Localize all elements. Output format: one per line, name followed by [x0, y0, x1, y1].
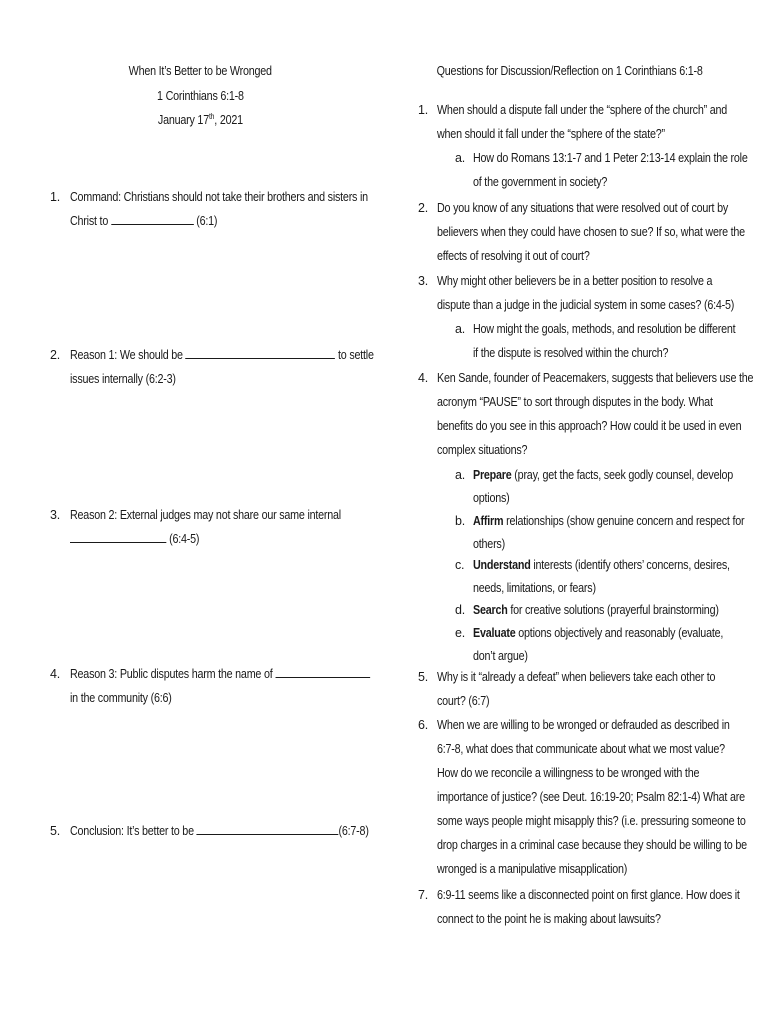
document-page: When It’s Better to be Wronged 1 Corinthians 6:1-8 January 17th, 2021 1. Command: Christians should not take their brothers and sisters in Christ to (6:1) 2. Reason 1: We should be to settle issues internally (6:2-3) 3. Reason 2: External judges may not share our same internal (6:4-5) 4. Reason 3: Public disputes harm the name of in the community (6:6) 5. Conclusion: It’s better to be (6:7-8) Questions for Discussion/Reflection on 1 Corinthians 6:1-8 1. When should a dispute fall under the “sphere of the church” and when should it fall under the “sphere of the state?” a. How do Romans 13:1-7 and 1 Peter 2:13-14 explain the role of the government in society? 2. Do you know of any situations that were resolved out of court by believers when they could have chosen to sue? If so, what were the effects of resolving it out of court? 3. Why might other believers be in a better position to resolve a dispute than a judge in the judicial system in some cases? (6:4-5) a. How might the goals, methods, and resolution be different if the dispute is resolved within the church? 4. Ken Sande, founder of Peacemakers, suggests that believers use the acronym “PAUSE” to sort through disputes in the body. What benefits do you see in this approach? How could it be used in even complex situations? a. Prepare (pray, get the facts, seek godly counsel, develop options) b. Affirm relationships (show genuine concern and respect for others) c. Understand interests (identify others’ concerns, desires, needs, limitations, or fears) d. Search for creative solutions (prayerful brainstorming) e. Evaluate options objectively and reasonably (evaluate, don’t argue) 5. Why is it “already a defeat” when believers take each other to court? (6:7) 6. When we are willing to be wronged or defrauded as described in 6:7-8, what does that communicate about what we most value? How do we reconcile a willingness to be wronged with the importance of justice? (see Deut. 16:19-20; Psalm 82:1-4) What are some ways people might misapply this? (i.e. pressuring someone to drop charges in a criminal case because they should be willing to be wronged is a manipulative misapplication) 7. 6:9-11 seems like a disconnected point on first glance. How does it connect to the point he is making about lawsuits? [0, 0, 770, 1024]
fill-in-blank[interactable] [70, 530, 166, 543]
fill-in-blank[interactable] [111, 212, 194, 225]
sermon-date: January 17th, 2021 [157, 112, 243, 128]
fill-in-blank[interactable] [275, 665, 370, 678]
sermon-title: When It’s Better to be Wronged [128, 64, 272, 78]
fill-in-blank[interactable] [186, 346, 336, 359]
sermon-scripture: 1 Corinthians 6:1-8 [156, 89, 244, 103]
fill-in-blank[interactable] [197, 822, 339, 835]
questions-title: Questions for Discussion/Reflection on 1 Corinthians 6:1-8 [437, 64, 703, 78]
